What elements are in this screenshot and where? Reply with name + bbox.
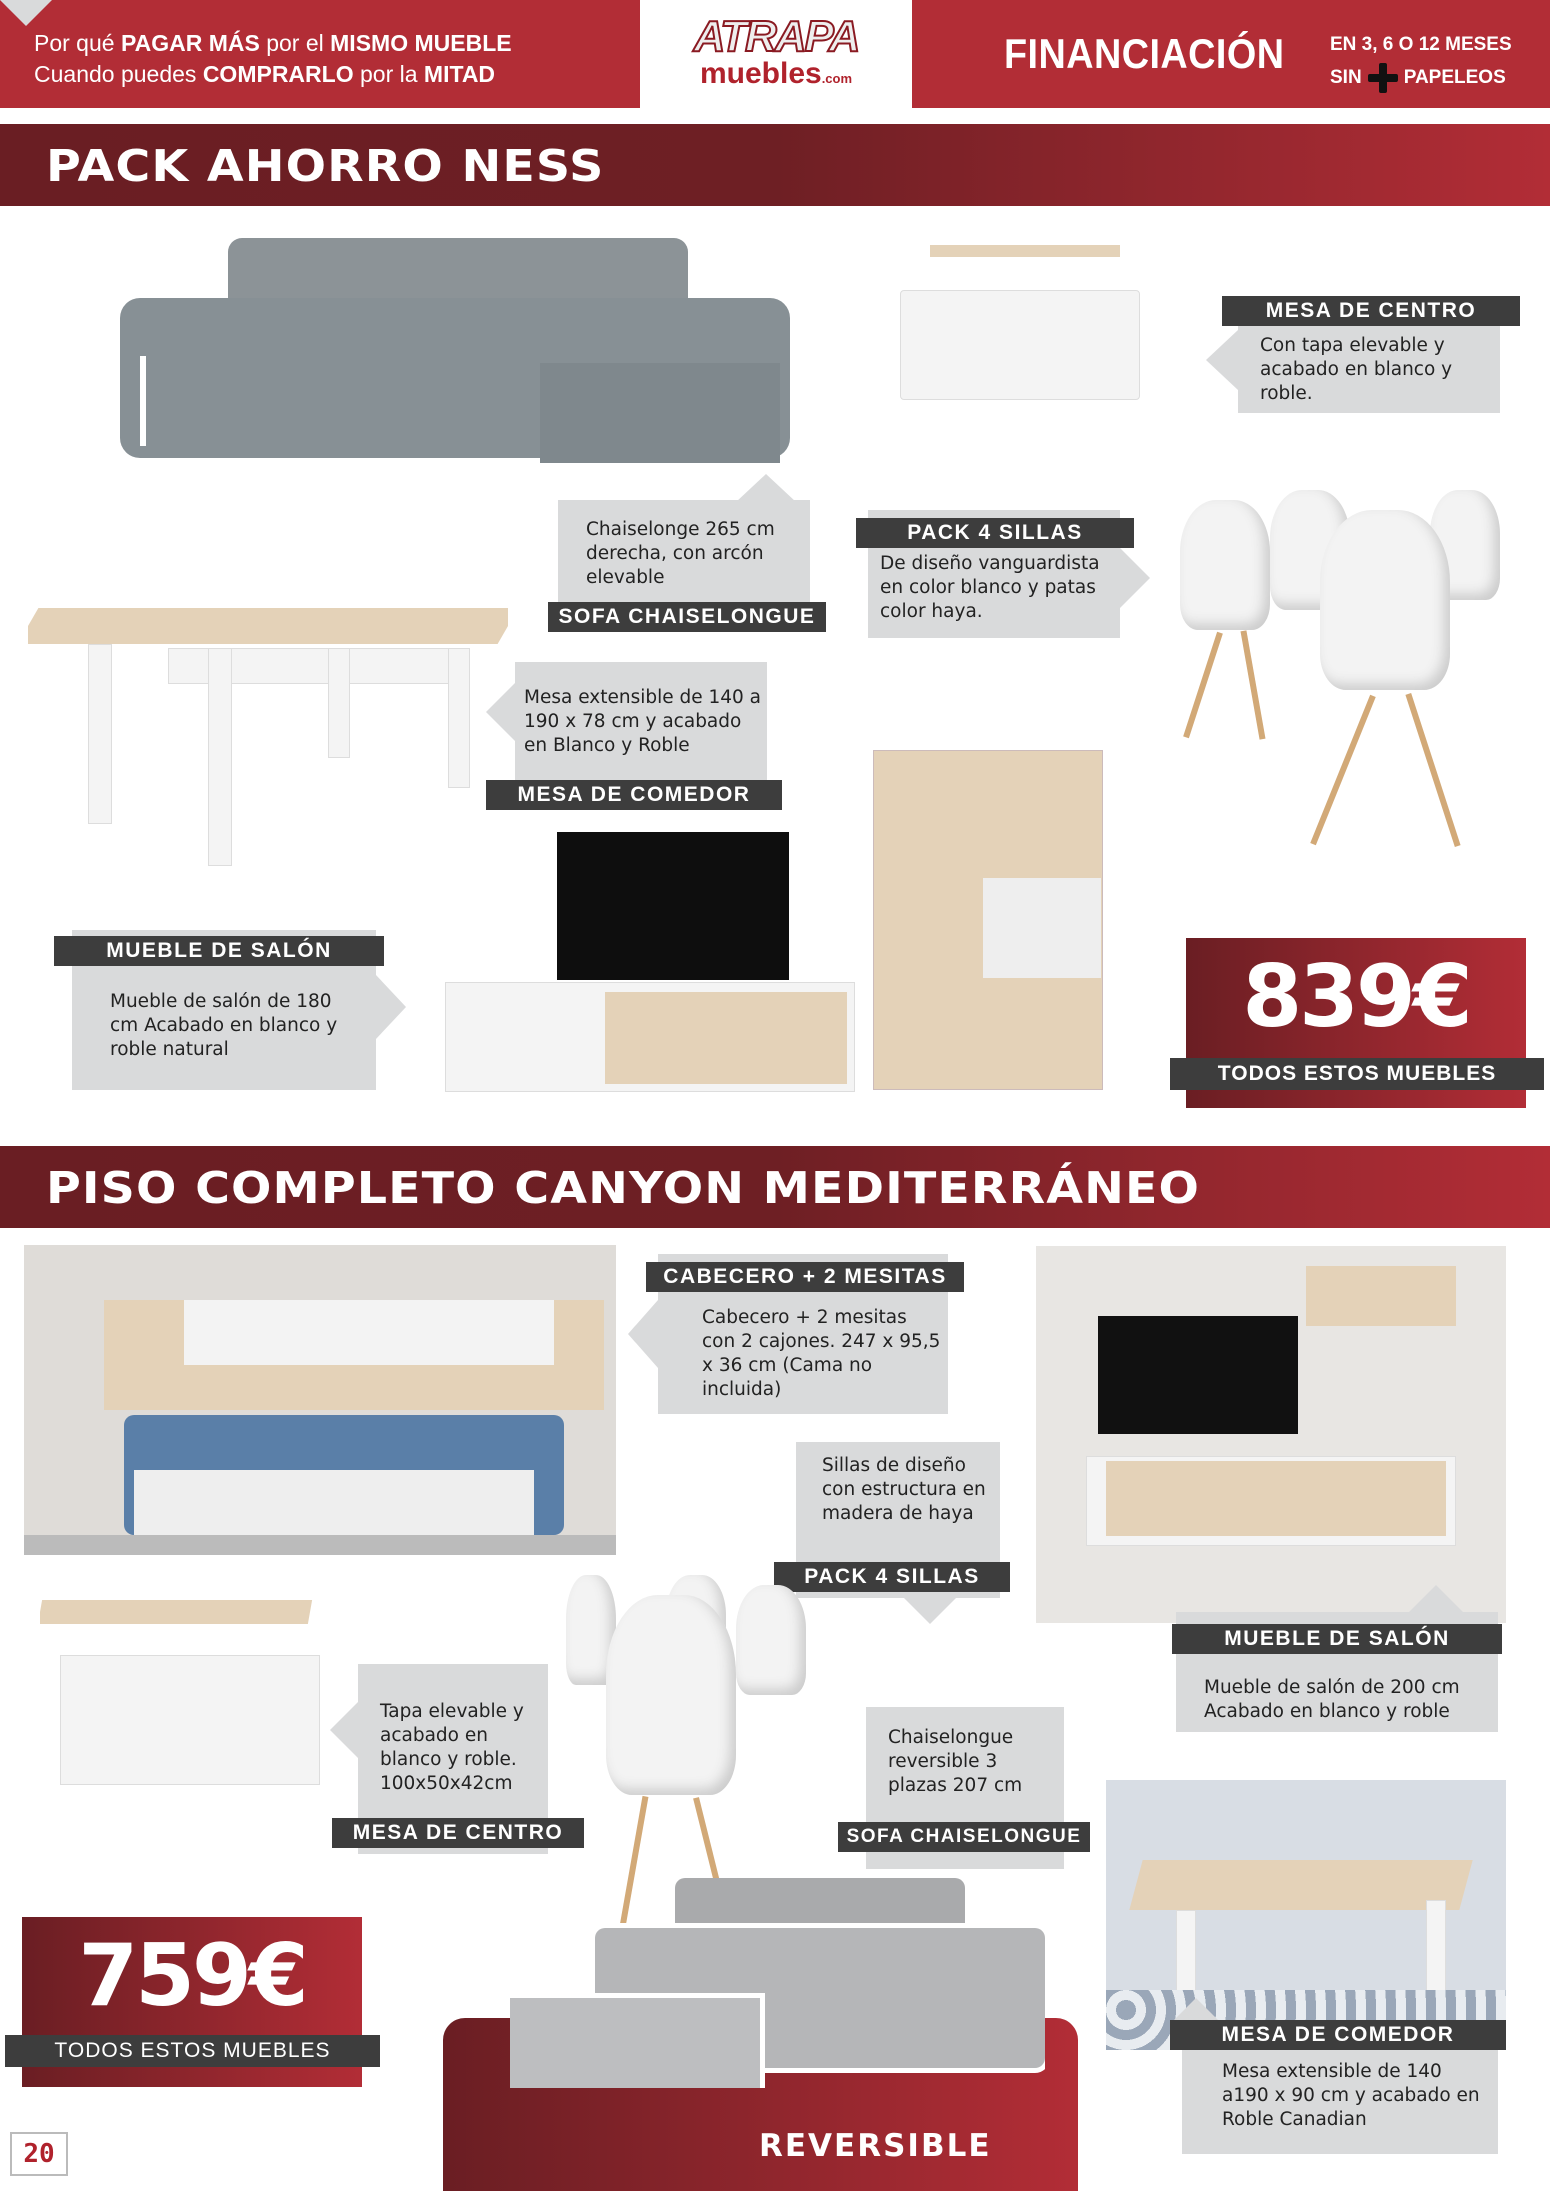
product-description: Tapa elevable y acabado en blanco y roble. 100x50x42cm xyxy=(380,1701,524,1794)
callout-arrow-icon xyxy=(736,474,796,502)
tagline-line-2: Cuando puedes COMPRARLO por la MITAD xyxy=(34,61,496,87)
reversible-sofa-image xyxy=(510,1878,1045,2088)
product-label: MESA DE CENTRO xyxy=(332,1818,584,1848)
product-description: Mesa extensible de 140 a 190 x 78 cm y acabado en Blanco y Roble xyxy=(524,687,762,756)
price-value: 759€ xyxy=(78,1926,306,2026)
sofa-chaiselongue-image xyxy=(120,238,790,468)
product-label: PACK 4 SILLAS xyxy=(774,1562,1010,1592)
product-label: MUEBLE DE SALÓN xyxy=(1172,1624,1502,1654)
product-label: MESA DE CENTRO xyxy=(1222,296,1520,326)
logo-wordmark-top: ATRAPA xyxy=(693,11,859,61)
logo-wordmark-bottom: muebles.com xyxy=(699,56,853,90)
tv-unit-image xyxy=(445,730,1110,1120)
product-description: Chaiselongue reversible 3 plazas 207 cm xyxy=(888,1727,1023,1796)
bed-image xyxy=(24,1245,616,1555)
product-description: Chaiselonge 265 cm derecha, con arcón elevable xyxy=(586,519,775,588)
brand-logo[interactable] xyxy=(640,0,912,108)
product-label: MESA DE COMEDOR xyxy=(1170,2020,1506,2050)
callout-arrow-icon xyxy=(376,975,406,1039)
callout-arrow-icon xyxy=(1408,1585,1464,1613)
callout-arrow-icon xyxy=(0,0,52,26)
product-label: PACK 4 SILLAS xyxy=(856,518,1134,548)
financing-terms: EN 3, 6 O 12 MESES SIN PAPELEOS xyxy=(1330,28,1512,94)
callout-arrow-icon xyxy=(330,1700,360,1760)
dining-table-image xyxy=(28,608,508,868)
callout-arrow-icon xyxy=(904,1598,956,1624)
reversible-label: REVERSIBLE xyxy=(759,2128,992,2164)
product-description: Mesa extensible de 140 a190 x 90 cm y acabado en Roble Canadian xyxy=(1222,2061,1480,2130)
product-label: CABECERO + 2 MESITAS xyxy=(646,1262,964,1292)
callout-arrow-icon xyxy=(1206,330,1238,390)
product-description: Cabecero + 2 mesitas con 2 cajones. 247 x 95,5 x 36 cm (Cama no incluida) xyxy=(702,1307,941,1400)
product-label: SOFA CHAISELONGUE xyxy=(838,1822,1090,1852)
page-number: 20 xyxy=(10,2132,68,2176)
price-caption: TODOS ESTOS MUEBLES xyxy=(1170,1058,1544,1090)
price-caption: TODOS ESTOS MUEBLES xyxy=(5,2035,380,2067)
living-room-image xyxy=(1036,1246,1506,1623)
product-description: Sillas de diseño con estructura en madera de haya xyxy=(822,1455,986,1524)
section-title: PACK AHORRO NESS xyxy=(46,141,605,192)
product-label: MUEBLE DE SALÓN xyxy=(54,936,384,966)
plus-icon xyxy=(1368,63,1398,93)
financing-title: FINANCIACIÓN xyxy=(1004,30,1285,77)
price-value: 839€ xyxy=(1242,947,1470,1047)
dining-room-image xyxy=(1106,1780,1506,2050)
coffee-table-image xyxy=(40,1600,340,1795)
chairs-image xyxy=(1140,470,1520,850)
section-banner-pack-ahorro-ness xyxy=(0,124,1550,206)
product-description: Mueble de salón de 180 cm Acabado en blanco y roble natural xyxy=(110,991,338,1060)
product-label: MESA DE COMEDOR xyxy=(486,780,782,810)
financing-banner xyxy=(912,0,1550,108)
header-tagline xyxy=(0,0,640,108)
product-description: De diseño vanguardista en color blanco y patas color haya. xyxy=(880,553,1100,622)
product-label: SOFA CHAISELONGUE xyxy=(548,602,826,632)
section-banner-piso-canyon xyxy=(0,1146,1550,1228)
tagline-line-1: Por qué PAGAR MÁS por el MISMO MUEBLE xyxy=(34,30,512,56)
section-title: PISO COMPLETO CANYON MEDITERRÁNEO xyxy=(46,1163,1200,1214)
product-description: Mueble de salón de 200 cm Acabado en blanco y roble xyxy=(1204,1677,1460,1722)
coffee-table-image xyxy=(890,245,1160,410)
product-description: Con tapa elevable y acabado en blanco y roble. xyxy=(1260,335,1453,404)
callout-arrow-icon xyxy=(628,1300,658,1368)
